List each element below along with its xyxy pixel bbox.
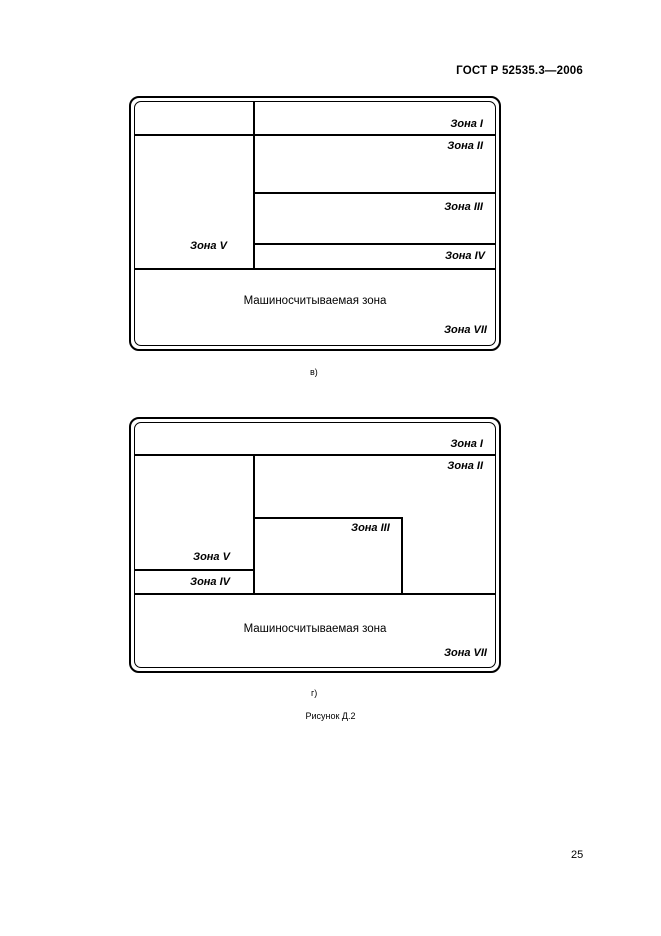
- zone-7-label: Зона VII: [443, 647, 487, 659]
- zone-1-label: Зона I: [450, 118, 483, 130]
- divider: [135, 593, 495, 595]
- divider: [253, 192, 495, 194]
- zone-4-label: Зона IV: [190, 576, 230, 588]
- zone-2-label: Зона II: [447, 140, 483, 152]
- machine-readable-zone-label: Машиносчитываемая зона: [243, 623, 387, 635]
- zone-3-label: Зона III: [351, 522, 390, 534]
- zone-5-label: Зона V: [190, 240, 227, 252]
- figure-g-sublabel: г): [311, 688, 318, 698]
- zone-2-label: Зона II: [447, 460, 483, 472]
- figure-v-sublabel: в): [310, 367, 318, 377]
- divider: [135, 268, 495, 270]
- zone-4-label: Зона IV: [445, 250, 485, 262]
- divider: [135, 454, 495, 456]
- zone-7-label: Зона VII: [443, 324, 487, 336]
- divider: [253, 243, 495, 245]
- layout-diagram-g: [129, 417, 501, 673]
- document-header: ГОСТ Р 52535.3—2006: [456, 65, 583, 77]
- page-number: 25: [571, 849, 584, 861]
- zone-1-label: Зона I: [450, 438, 483, 450]
- layout-diagram-v-inner: [134, 101, 496, 346]
- divider: [401, 517, 403, 593]
- divider: [253, 454, 255, 593]
- zone-3-label: Зона III: [444, 201, 483, 213]
- figure-caption: Рисунок Д.2: [305, 711, 356, 721]
- divider: [135, 569, 254, 571]
- layout-diagram-g-inner: [134, 422, 496, 668]
- layout-diagram-v: [129, 96, 501, 351]
- zone-5-label: Зона V: [193, 551, 230, 563]
- divider: [135, 134, 495, 136]
- machine-readable-zone-label: Машиносчитываемая зона: [243, 295, 387, 307]
- divider: [253, 517, 403, 519]
